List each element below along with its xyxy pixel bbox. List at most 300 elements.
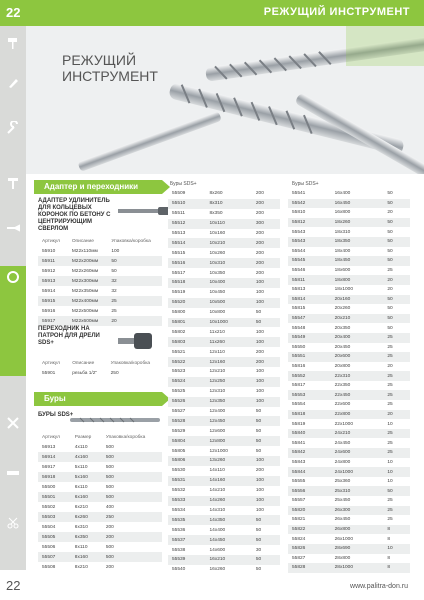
cell: 20х400: [331, 333, 384, 343]
cell: 20: [383, 285, 410, 295]
cell: 55537: [168, 535, 205, 545]
cell: 18х800: [331, 275, 384, 285]
page-number-top: 22: [6, 5, 21, 20]
cell: 20х350: [331, 323, 384, 333]
table-row: [288, 515, 410, 525]
cell: 6х260: [71, 512, 102, 522]
cell: 55901: [38, 368, 68, 378]
cell: 10х310: [205, 258, 251, 268]
cell: 12х110: [205, 347, 251, 357]
cell: 55533: [168, 496, 205, 506]
table-row: [168, 367, 280, 377]
cell: 200: [102, 532, 162, 542]
cell: 12х400: [205, 407, 251, 417]
table-row: [168, 506, 280, 516]
table-row: [288, 554, 410, 564]
cell: 14х160: [205, 476, 251, 486]
cell: 25: [383, 333, 410, 343]
cell: 55524: [168, 377, 205, 387]
cell: 200: [252, 466, 280, 476]
cell: 55532: [168, 486, 205, 496]
cell: 20х210: [331, 314, 384, 324]
cell: 55522: [168, 357, 205, 367]
cell: 6х310: [71, 522, 102, 532]
right-column-heading: Буры SDS+: [292, 181, 319, 187]
table-row: [288, 381, 410, 391]
cell: 10: [383, 419, 410, 429]
cell: 55840: [288, 429, 331, 439]
cell: 5х160: [71, 472, 102, 482]
cell: 55844: [288, 467, 331, 477]
cell: 55510: [168, 199, 205, 209]
chuck-adapter-table: [38, 358, 162, 378]
cell: 55513: [168, 229, 205, 239]
cell: 50: [252, 308, 280, 318]
cell: 500: [102, 442, 162, 452]
table-row: [168, 219, 280, 229]
table-row: [168, 268, 280, 278]
table-row: [288, 448, 410, 458]
table-row: [38, 552, 162, 562]
table-row: [288, 218, 410, 228]
cell: 100: [252, 486, 280, 496]
cell: 26х300: [331, 506, 384, 516]
table-row: [38, 442, 162, 452]
cell: 55511: [168, 209, 205, 219]
middle-column-heading: Буры SDS+: [170, 181, 197, 187]
table-row: [288, 189, 410, 199]
cell: 10х500: [205, 298, 251, 308]
cell: 11х260: [205, 337, 251, 347]
cell: 55910: [38, 246, 68, 256]
cell: 14х350: [205, 515, 251, 525]
category-sidebar: [0, 26, 26, 570]
cell: 55544: [288, 247, 331, 257]
cell: М22х350мм: [68, 286, 108, 296]
cell: 55547: [288, 314, 331, 324]
cell: 8: [383, 563, 410, 573]
cell: 55822: [288, 525, 331, 535]
cell: М22х110мм: [68, 246, 108, 256]
right-drills-table: [288, 189, 410, 573]
cell: 55551: [288, 352, 331, 362]
table-row: [38, 502, 162, 512]
cell: 55806: [168, 456, 205, 466]
cell: 25: [383, 400, 410, 410]
cell: 25: [107, 306, 162, 316]
cell: 55842: [288, 448, 331, 458]
cell: 56917: [38, 462, 71, 472]
cell: 50: [383, 295, 410, 305]
cell: 10: [383, 477, 410, 487]
cell: 25: [383, 381, 410, 391]
cell: М22х260мм: [68, 266, 108, 276]
table-row: [168, 308, 280, 318]
cell: 25: [383, 343, 410, 353]
cell: 55509: [168, 189, 205, 199]
cell: 8х110: [71, 542, 102, 552]
cell: 55556: [288, 486, 331, 496]
table-row: [168, 199, 280, 209]
cell: 25: [383, 496, 410, 506]
cell: 55534: [168, 506, 205, 516]
cell: 55502: [38, 502, 71, 512]
table-row: [38, 532, 162, 542]
cell: 500: [102, 482, 162, 492]
cell: 100: [252, 327, 280, 337]
table-row: [38, 562, 162, 572]
cell: 10: [383, 467, 410, 477]
cell: 55802: [168, 327, 205, 337]
cell: 12х210: [205, 367, 251, 377]
cell: 50: [383, 199, 410, 209]
table-row: [38, 462, 162, 472]
table-row: [168, 545, 280, 555]
cell: 25х360: [331, 477, 384, 487]
scissors-icon: [4, 516, 22, 534]
cell: 5х110: [71, 462, 102, 472]
cell: 50: [383, 314, 410, 324]
cell: 16х800: [331, 208, 384, 218]
cell: 55915: [38, 296, 68, 306]
cell: 100: [252, 298, 280, 308]
cell: 55512: [168, 219, 205, 229]
cell: 100: [252, 397, 280, 407]
cell: 50: [252, 565, 280, 575]
cell: 56918: [38, 472, 71, 482]
cell: 10х450: [205, 288, 251, 298]
cell: 55815: [288, 304, 331, 314]
col-header: Упаковка/коробка: [110, 360, 151, 366]
table-row: [168, 229, 280, 239]
table-row: [38, 512, 162, 522]
cell: 24х210: [331, 429, 384, 439]
cell: 12х350: [205, 397, 251, 407]
table-row: [288, 544, 410, 554]
section-title: РЕЖУЩИЙ ИНСТРУМЕНТ: [263, 6, 410, 18]
table-row: [288, 419, 410, 429]
cell: 55913: [38, 276, 68, 286]
table-row: [288, 266, 410, 276]
cell: 55514: [168, 238, 205, 248]
cell: 8: [383, 534, 410, 544]
table-row: [288, 314, 410, 324]
table-row: [288, 247, 410, 257]
cell: 20: [383, 410, 410, 420]
drills-table: [38, 432, 162, 572]
cell: 8х350: [205, 209, 251, 219]
cell: 14х210: [205, 486, 251, 496]
cell: 55538: [168, 545, 205, 555]
cell: 6х350: [71, 532, 102, 542]
table-row: [288, 208, 410, 218]
cell: 25: [383, 438, 410, 448]
cell: 56914: [38, 452, 71, 462]
top-bar: [0, 0, 424, 26]
cell: 100: [252, 506, 280, 516]
cell: 55535: [168, 515, 205, 525]
cell: 25: [383, 266, 410, 276]
cell: 55804: [168, 436, 205, 446]
cell: 30: [252, 545, 280, 555]
cell: 300: [252, 219, 280, 229]
cell: 55520: [168, 298, 205, 308]
cell: 14х110: [205, 466, 251, 476]
table-row: [38, 452, 162, 462]
table-row: [288, 285, 410, 295]
cell: 25: [107, 296, 162, 306]
table-row: [168, 496, 280, 506]
table-row: [168, 416, 280, 426]
cell: 55526: [168, 397, 205, 407]
cell: 25: [383, 429, 410, 439]
table-row: [38, 522, 162, 532]
cell: 14х450: [205, 535, 251, 545]
table-row: [288, 304, 410, 314]
cell: 50: [252, 446, 280, 456]
cell: 25: [383, 506, 410, 516]
cell: 200: [252, 258, 280, 268]
cell: 50: [252, 318, 280, 328]
cell: 55543: [288, 237, 331, 247]
cell: 6х110: [71, 482, 102, 492]
cell: 55828: [288, 563, 331, 573]
table-row: [288, 429, 410, 439]
cell: 55552: [288, 371, 331, 381]
cell: 22х1000: [331, 419, 384, 429]
table-row: [38, 482, 162, 492]
cell: 20: [107, 316, 162, 326]
cell: 55516: [168, 258, 205, 268]
col-header: Размер: [74, 434, 92, 440]
cell: 14х600: [205, 545, 251, 555]
cell: 500: [102, 462, 162, 472]
table-row: [288, 477, 410, 487]
cell: 25: [383, 352, 410, 362]
cell: 55527: [168, 407, 205, 417]
table-row: [168, 466, 280, 476]
table-row: [168, 377, 280, 387]
cell: 55517: [168, 268, 205, 278]
table-row: [168, 426, 280, 436]
cell: 400: [102, 502, 162, 512]
cell: 55541: [288, 189, 331, 199]
table-row: [168, 327, 280, 337]
cell: 50: [383, 247, 410, 257]
cell: 50: [252, 407, 280, 417]
table-row: [38, 472, 162, 482]
cell: 24х600: [331, 448, 384, 458]
cell: 18х260: [331, 218, 384, 228]
hero-title: [62, 52, 182, 84]
cell: 55826: [288, 544, 331, 554]
cell: 50: [383, 227, 410, 237]
cell: 55501: [38, 492, 71, 502]
table-row: [168, 209, 280, 219]
cell: 20: [383, 362, 410, 372]
table-row: [168, 555, 280, 565]
table-row: [168, 486, 280, 496]
table-row: [168, 397, 280, 407]
cell: 50: [107, 266, 162, 276]
cell: 12х600: [205, 426, 251, 436]
cell: 32: [107, 286, 162, 296]
cell: 500: [102, 472, 162, 482]
table-row: [288, 525, 410, 535]
cell: 55912: [38, 266, 68, 276]
cell: 20х160: [331, 295, 384, 305]
table-row: [288, 438, 410, 448]
cell: 500: [102, 542, 162, 552]
adapter-table: [38, 236, 162, 326]
table-row: [288, 390, 410, 400]
cell: 50: [383, 323, 410, 333]
cell: 4х160: [71, 452, 102, 462]
cell: 200: [252, 229, 280, 239]
product-title-drills: БУРЫ SDS+: [38, 412, 74, 418]
table-row: [288, 199, 410, 209]
cell: 18х450: [331, 256, 384, 266]
cell: 55545: [288, 256, 331, 266]
cell: 55531: [168, 476, 205, 486]
cell: 20х800: [331, 362, 384, 372]
cell: 500: [102, 552, 162, 562]
table-row: [168, 337, 280, 347]
cell: 50: [252, 416, 280, 426]
cell: 55505: [38, 532, 71, 542]
table-row: [168, 288, 280, 298]
cell: 55813: [288, 285, 331, 295]
cell: 55506: [38, 542, 71, 552]
cell: 55805: [168, 446, 205, 456]
chuck-adapter-image: [118, 330, 158, 352]
table-row: [38, 542, 162, 552]
table-row: [288, 486, 410, 496]
cell: 10х110: [205, 219, 251, 229]
cell: 20: [383, 275, 410, 285]
cell: 55521: [168, 347, 205, 357]
cell: 8х310: [205, 199, 251, 209]
cell: 200: [252, 248, 280, 258]
cell: 200: [102, 562, 162, 572]
cell: 10х400: [205, 278, 251, 288]
cell: 50: [252, 436, 280, 446]
ruler-icon: [4, 466, 22, 484]
cell: М22х600мм: [68, 316, 108, 326]
cell: 6х160: [71, 492, 102, 502]
table-row: [288, 323, 410, 333]
middle-drills-table: [168, 189, 280, 575]
cell: 8х160: [71, 552, 102, 562]
table-row: [168, 258, 280, 268]
cell: 200: [102, 522, 162, 532]
cell: 55528: [168, 416, 205, 426]
cell: 16х400: [331, 189, 384, 199]
cell: 55827: [288, 554, 331, 564]
table-row: [168, 357, 280, 367]
cell: 55553: [288, 390, 331, 400]
cell: 100: [252, 367, 280, 377]
cell: 16х450: [331, 199, 384, 209]
cell: 55914: [38, 286, 68, 296]
product-title-adapter: АДАПТЕР УДЛИНИТЕЛЬ ДЛЯ КОЛЬЦЕВЫХ КОРОНОК ПО БЕТОНУ С ЦЕНТРИРУЮЩИМ СВЕРЛОМ: [38, 198, 111, 232]
cell: 100: [252, 278, 280, 288]
cell: 55555: [288, 477, 331, 487]
cell: 55543: [288, 227, 331, 237]
cell: 200: [252, 357, 280, 367]
cell: 22х600: [331, 400, 384, 410]
table-row: [168, 387, 280, 397]
cell: 55800: [168, 308, 205, 318]
cell: М22х500мм: [68, 306, 108, 316]
table-row: [168, 278, 280, 288]
table-row: [168, 456, 280, 466]
table-row: [288, 410, 410, 420]
hero-title-line1: РЕЖУЩИЙ: [62, 52, 137, 68]
cell: 55529: [168, 426, 205, 436]
cell: 55841: [288, 438, 331, 448]
cell: 11х210: [205, 327, 251, 337]
cell: 100: [107, 246, 162, 256]
cell: 200: [252, 209, 280, 219]
section-heading-adapters: Адаптер и переходники: [34, 180, 162, 194]
cell: 55503: [38, 512, 71, 522]
cell: 50: [383, 189, 410, 199]
col-header: Упаковка/коробка: [111, 238, 151, 244]
cell: 26х1000: [331, 534, 384, 544]
cell: 28х800: [331, 554, 384, 564]
cell: 55554: [288, 400, 331, 410]
hero-banner: [26, 26, 424, 174]
cell: 6х210: [71, 502, 102, 512]
cell: 24х1000: [331, 467, 384, 477]
cell: 55801: [168, 318, 205, 328]
col-header: Описание: [72, 360, 95, 366]
table-row: [288, 256, 410, 266]
cell: 55812: [288, 218, 331, 228]
cell: 24х450: [331, 438, 384, 448]
table-row: [168, 407, 280, 417]
cell: 100: [252, 377, 280, 387]
cell: 50: [252, 426, 280, 436]
cell: 500: [102, 492, 162, 502]
table-row: [288, 295, 410, 305]
cell: 55525: [168, 387, 205, 397]
cell: 100: [252, 496, 280, 506]
saw-blade-icon: [4, 270, 22, 288]
adapter-image: [118, 206, 174, 216]
cell: 22х450: [331, 390, 384, 400]
page-number-bottom: 22: [6, 578, 21, 593]
cell: М22х400мм: [68, 296, 108, 306]
cell: 50: [252, 535, 280, 545]
cell: 25: [383, 390, 410, 400]
cell: 20: [383, 208, 410, 218]
cell: 8х260: [205, 189, 251, 199]
cell: 200: [252, 199, 280, 209]
cell: 500: [102, 452, 162, 462]
drill-bit-image: [70, 416, 160, 424]
table-row: [168, 446, 280, 456]
cell: 4х110: [71, 442, 102, 452]
cell: 16х210: [205, 555, 251, 565]
cell: 22х310: [331, 371, 384, 381]
col-header: Упаковка/коробка: [105, 434, 146, 440]
drill-bits-image: [26, 26, 424, 174]
table-row: [288, 506, 410, 516]
table-row: [168, 515, 280, 525]
cell: 55818: [288, 410, 331, 420]
